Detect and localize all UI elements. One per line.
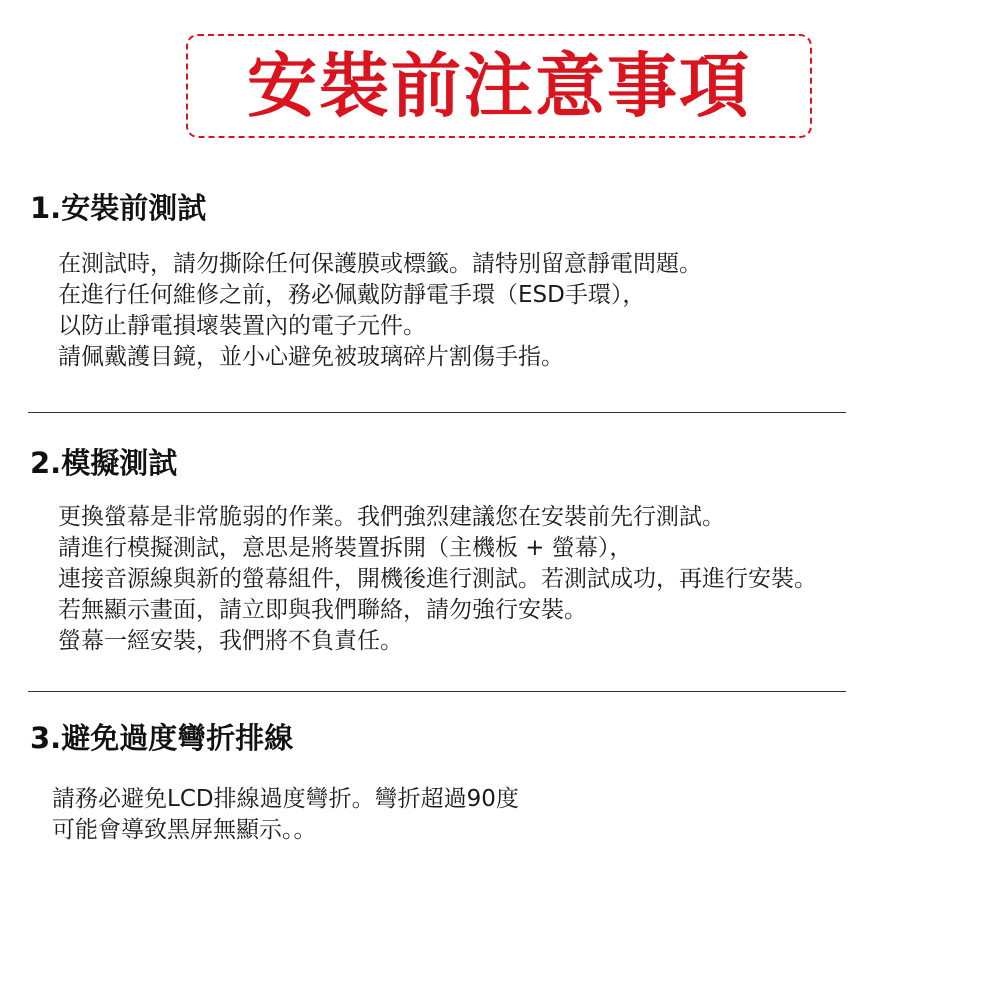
body-line: 可能會導致黑屏無顯示。。 (52, 817, 317, 843)
title-frame (186, 34, 812, 138)
section-heading-install-test: 1.安裝前測試 (30, 191, 207, 225)
section-body-simulation-test (58, 502, 817, 657)
body-line: 請務必避免LCD排線過度彎折。彎折超過90度 (52, 786, 519, 812)
divider (28, 691, 846, 692)
body-line: 請佩戴護目鏡，並小心避免被玻璃碎片割傷手指。 (58, 344, 564, 370)
body-line: 請進行模擬測試，意思是將裝置拆開（主機板 + 螢幕）， (58, 535, 633, 561)
divider (28, 412, 846, 413)
body-line: 螢幕一經安裝，我們將不負責任。 (58, 628, 403, 654)
section-heading-simulation-test: 2.模擬測試 (30, 446, 178, 480)
body-line: 若無顯示畫面，請立即與我們聯絡，請勿強行安裝。 (58, 597, 587, 623)
body-line: 在進行任何維修之前，務必佩戴防靜電手環（ESD手環）， (58, 282, 646, 308)
section-heading-avoid-bending: 3.避免過度彎折排線 (30, 721, 294, 755)
body-line: 以防止靜電損壞裝置內的電子元件。 (58, 313, 426, 339)
body-line: 連接音源線與新的螢幕組件，開機後進行測試。若測試成功，再進行安裝。 (58, 566, 817, 592)
body-line: 更換螢幕是非常脆弱的作業。我們強烈建議您在安裝前先行測試。 (58, 504, 725, 530)
section-body-install-test (58, 249, 702, 373)
body-line: 在測試時，請勿撕除任何保護膜或標籤。請特別留意靜電問題。 (58, 251, 702, 277)
page-title: 安裝前注意事項 (247, 45, 751, 127)
section-body-avoid-bending (52, 784, 519, 846)
